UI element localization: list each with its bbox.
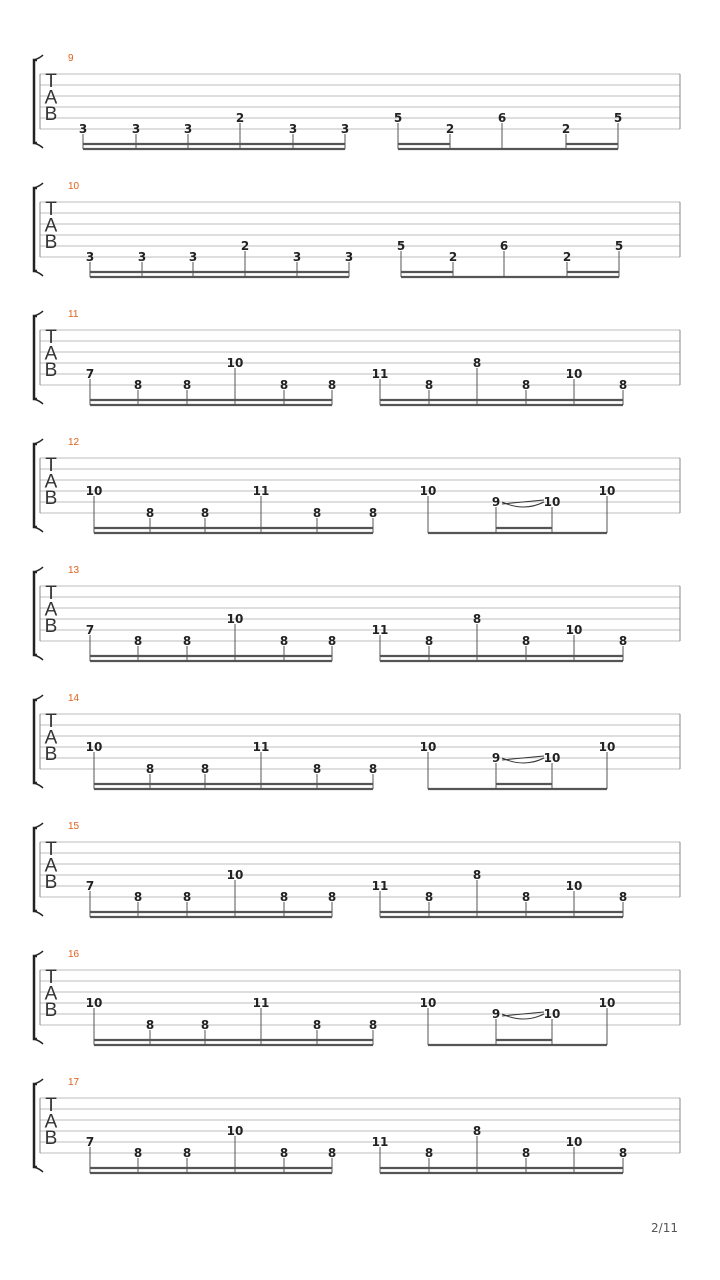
- bracket-hook-bottom: [34, 1167, 43, 1172]
- bracket-hook-bottom: [34, 143, 43, 148]
- fret-number: 10: [598, 996, 616, 1010]
- tab-clef-letter: B: [44, 232, 58, 253]
- fret-number: 8: [368, 762, 378, 776]
- fret-number: 10: [565, 367, 583, 381]
- note-group: [394, 111, 622, 149]
- bracket-hook-top: [34, 55, 43, 60]
- fret-number: 10: [419, 740, 437, 754]
- fret-number: 10: [543, 495, 561, 509]
- fret-number: 8: [182, 378, 192, 392]
- fret-number: 10: [419, 484, 437, 498]
- fret-number: 8: [424, 634, 434, 648]
- fret-number: 5: [396, 239, 406, 253]
- fret-number: 3: [78, 122, 88, 136]
- tab-clef-letter: B: [44, 1128, 58, 1149]
- tab-clef-letter: T: [45, 1095, 57, 1116]
- tab-clef-letter: B: [44, 744, 58, 765]
- fret-number: 10: [85, 484, 103, 498]
- bracket-hook-bottom: [34, 271, 43, 276]
- tab-clef-letter: A: [44, 1111, 58, 1133]
- fret-number: 3: [292, 250, 302, 264]
- fret-number: 8: [279, 378, 289, 392]
- measure-number: 11: [68, 309, 79, 320]
- fret-number: 10: [226, 612, 244, 626]
- fret-number: 3: [85, 250, 95, 264]
- bracket-hook-bottom: [34, 911, 43, 916]
- fret-number: 7: [85, 1135, 95, 1149]
- tab-clef-letter: T: [45, 583, 57, 604]
- fret-number: 8: [472, 1124, 482, 1138]
- tab-clef-letter: B: [44, 872, 58, 893]
- fret-number: 8: [145, 1018, 155, 1032]
- measure-number: 13: [68, 565, 80, 576]
- fret-number: 5: [393, 111, 403, 125]
- slur-mark: [502, 502, 544, 507]
- fret-number: 11: [252, 996, 270, 1010]
- fret-number: 8: [200, 506, 210, 520]
- bracket-hook-top: [34, 695, 43, 700]
- tab-clef-letter: A: [44, 727, 58, 749]
- fret-number: 8: [133, 1146, 143, 1160]
- fret-number: 8: [424, 378, 434, 392]
- fret-number: 8: [327, 890, 337, 904]
- bracket-hook-top: [34, 183, 43, 188]
- tab-clef-letter: T: [45, 839, 57, 860]
- fret-number: 9: [491, 751, 501, 765]
- tab-clef-letter: T: [45, 711, 57, 732]
- fret-number: 8: [368, 506, 378, 520]
- fret-number: 8: [133, 890, 143, 904]
- fret-number: 11: [252, 740, 270, 754]
- bracket-hook-bottom: [34, 527, 43, 532]
- fret-number: 8: [200, 762, 210, 776]
- fret-number: 7: [85, 367, 95, 381]
- tab-clef-letter: T: [45, 455, 57, 476]
- fret-number: 8: [133, 378, 143, 392]
- fret-number: 8: [472, 868, 482, 882]
- system-bracket: [34, 188, 37, 271]
- fret-number: 9: [491, 495, 501, 509]
- fret-number: 10: [226, 868, 244, 882]
- fret-number: 8: [472, 612, 482, 626]
- tab-system: [34, 437, 680, 533]
- fret-number: 8: [200, 1018, 210, 1032]
- fret-number: 3: [340, 122, 350, 136]
- fret-number: 8: [327, 378, 337, 392]
- fret-number: 10: [598, 740, 616, 754]
- fret-number: 10: [598, 484, 616, 498]
- fret-number: 8: [368, 1018, 378, 1032]
- fret-number: 8: [182, 634, 192, 648]
- fret-number: 10: [85, 996, 103, 1010]
- bracket-hook-top: [34, 951, 43, 956]
- tab-system: [34, 53, 680, 149]
- fret-number: 8: [521, 1146, 531, 1160]
- fret-number: 10: [85, 740, 103, 754]
- fret-number: 8: [133, 634, 143, 648]
- measure-number: 15: [68, 821, 80, 832]
- fret-number: 8: [618, 1146, 628, 1160]
- measure-number: 9: [68, 53, 74, 64]
- fret-number: 8: [327, 1146, 337, 1160]
- tab-clef-letter: A: [44, 983, 58, 1005]
- fret-number: 11: [371, 1135, 389, 1149]
- tab-clef-letter: B: [44, 104, 58, 125]
- tab-clef-letter: T: [45, 71, 57, 92]
- tab-clef-letter: B: [44, 360, 58, 381]
- tab-system: [34, 309, 680, 405]
- fret-number: 8: [182, 890, 192, 904]
- fret-number: 2: [445, 122, 455, 136]
- system-bracket: [34, 60, 37, 143]
- fret-number: 8: [424, 1146, 434, 1160]
- tab-system: [34, 821, 680, 917]
- note-group: [79, 111, 349, 149]
- tab-system: [34, 565, 680, 661]
- tab-system: [34, 693, 680, 789]
- fret-number: 8: [618, 378, 628, 392]
- fret-number: 8: [327, 634, 337, 648]
- bracket-hook-top: [34, 1079, 43, 1084]
- tab-clef-letter: A: [44, 471, 58, 493]
- fret-number: 7: [85, 623, 95, 637]
- tab-clef-letter: A: [44, 855, 58, 877]
- fret-number: 8: [521, 634, 531, 648]
- tab-clef-letter: T: [45, 327, 57, 348]
- system-bracket: [34, 828, 37, 911]
- fret-number: 3: [188, 250, 198, 264]
- fret-number: 10: [565, 879, 583, 893]
- fret-number: 5: [614, 239, 624, 253]
- fret-number: 8: [312, 762, 322, 776]
- fret-number: 8: [312, 506, 322, 520]
- fret-number: 10: [543, 1007, 561, 1021]
- fret-number: 3: [288, 122, 298, 136]
- measure-number: 17: [68, 1077, 80, 1088]
- fret-number: 8: [145, 762, 155, 776]
- tab-clef-letter: B: [44, 1000, 58, 1021]
- fret-number: 11: [371, 367, 389, 381]
- bracket-hook-top: [34, 567, 43, 572]
- fret-number: 10: [419, 996, 437, 1010]
- note-group: [397, 239, 623, 277]
- slur-mark: [502, 758, 544, 763]
- fret-number: 5: [613, 111, 623, 125]
- measure-number: 10: [68, 181, 80, 192]
- note-group: [86, 239, 353, 277]
- fret-number: 3: [131, 122, 141, 136]
- fret-number: 9: [491, 1007, 501, 1021]
- fret-number: 8: [312, 1018, 322, 1032]
- measure-number: 14: [68, 693, 80, 704]
- fret-number: 8: [182, 1146, 192, 1160]
- fret-number: 10: [226, 356, 244, 370]
- fret-number: 3: [344, 250, 354, 264]
- fret-number: 8: [279, 1146, 289, 1160]
- fret-number: 8: [279, 634, 289, 648]
- system-bracket: [34, 700, 37, 783]
- system-bracket: [34, 444, 37, 527]
- fret-number: 3: [183, 122, 193, 136]
- fret-number: 11: [371, 879, 389, 893]
- fret-number: 8: [618, 634, 628, 648]
- fret-number: 10: [543, 751, 561, 765]
- tab-clef-letter: T: [45, 967, 57, 988]
- fret-number: 10: [565, 1135, 583, 1149]
- fret-number: 8: [424, 890, 434, 904]
- fret-number: 8: [279, 890, 289, 904]
- fret-number: 2: [235, 111, 245, 125]
- fret-number: 8: [521, 890, 531, 904]
- system-bracket: [34, 572, 37, 655]
- tab-system: [34, 181, 680, 277]
- tab-clef-letter: B: [44, 488, 58, 509]
- fret-number: 7: [85, 879, 95, 893]
- fret-number: 10: [565, 623, 583, 637]
- fret-number: 2: [240, 239, 250, 253]
- fret-number: 2: [562, 250, 572, 264]
- page-number: 2/11: [651, 1221, 678, 1235]
- measure-number: 16: [68, 949, 80, 960]
- measure-number: 12: [68, 437, 80, 448]
- fret-number: 6: [499, 239, 509, 253]
- bracket-hook-bottom: [34, 783, 43, 788]
- tab-system: [34, 949, 680, 1045]
- fret-number: 8: [145, 506, 155, 520]
- bracket-hook-bottom: [34, 1039, 43, 1044]
- slur-mark: [502, 1014, 544, 1019]
- fret-number: 11: [252, 484, 270, 498]
- bracket-hook-bottom: [34, 399, 43, 404]
- fret-number: 2: [448, 250, 458, 264]
- tab-clef-letter: B: [44, 616, 58, 637]
- fret-number: 10: [226, 1124, 244, 1138]
- fret-number: 8: [618, 890, 628, 904]
- bracket-hook-top: [34, 311, 43, 316]
- fret-number: 3: [137, 250, 147, 264]
- fret-number: 8: [472, 356, 482, 370]
- tab-clef-letter: A: [44, 215, 58, 237]
- tab-clef-letter: A: [44, 87, 58, 109]
- system-bracket: [34, 1084, 37, 1167]
- fret-number: 11: [371, 623, 389, 637]
- tab-clef-letter: A: [44, 343, 58, 365]
- bracket-hook-top: [34, 823, 43, 828]
- tab-system: [34, 1077, 680, 1173]
- fret-number: 2: [561, 122, 571, 136]
- tab-clef-letter: A: [44, 599, 58, 621]
- tab-clef-letter: T: [45, 199, 57, 220]
- fret-number: 8: [521, 378, 531, 392]
- fret-number: 6: [497, 111, 507, 125]
- bracket-hook-bottom: [34, 655, 43, 660]
- bracket-hook-top: [34, 439, 43, 444]
- system-bracket: [34, 316, 37, 399]
- system-bracket: [34, 956, 37, 1039]
